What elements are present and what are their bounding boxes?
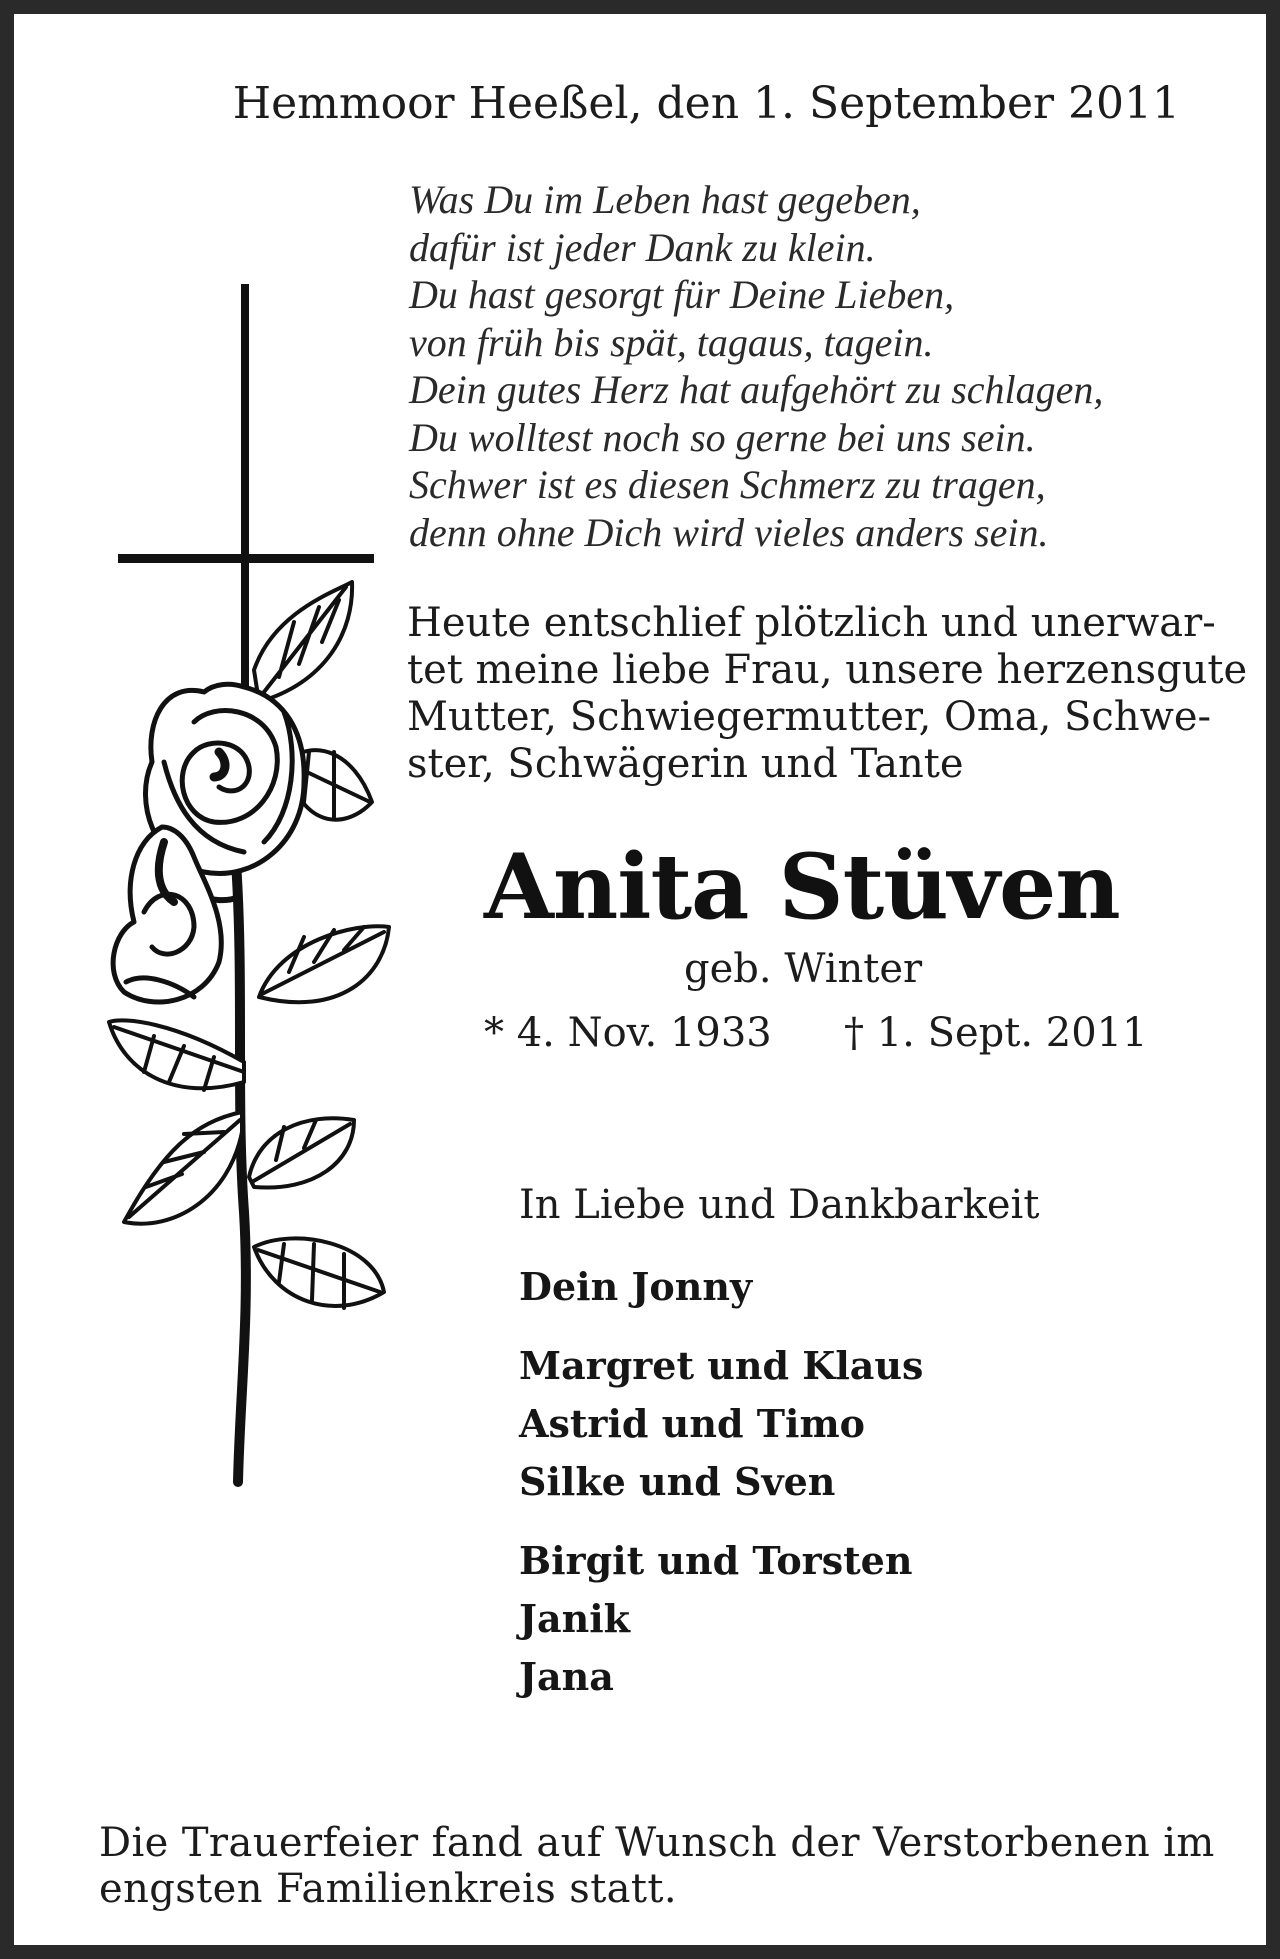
poem-line: dafür ist jeder Dank zu klein. bbox=[409, 224, 876, 270]
poem-line: Du wolltest noch so gerne bei uns sein. bbox=[409, 414, 1036, 460]
poem-line: Schwer ist es diesen Schmerz zu tragen, bbox=[409, 462, 1046, 507]
announcement-line: Mutter, Schwiegermutter, Oma, Schwe- bbox=[407, 694, 1212, 740]
announcement-line: ster, Schwägerin und Tante bbox=[407, 741, 964, 787]
mourner-name: Janik bbox=[519, 1596, 630, 1641]
announcement-line: Heute entschlief plötzlich und unerwar- bbox=[407, 600, 1216, 646]
mourner-name: Margret und Klaus bbox=[519, 1343, 924, 1388]
announcement-text bbox=[407, 600, 1247, 788]
poem bbox=[409, 176, 1103, 556]
poem-line: denn ohne Dich wird vieles anders sein. bbox=[409, 509, 1049, 555]
announcement-line: tet meine liebe Frau, unsere herzensgute bbox=[407, 647, 1248, 693]
funeral-note-line: Die Trauerfeier fand auf Wunsch der Verstorbenen im bbox=[99, 1820, 1215, 1866]
funeral-note-line: engsten Familienkreis statt. bbox=[99, 1866, 677, 1912]
deceased-name: Anita Stüven bbox=[484, 834, 1120, 940]
rose-icon bbox=[109, 582, 389, 1482]
poem-line: Dein gutes Herz hat aufgehört zu schlagen, bbox=[409, 367, 1104, 412]
mourner-name: Birgit und Torsten bbox=[519, 1538, 913, 1583]
maiden-name: geb. Winter bbox=[684, 946, 923, 992]
poem-line: Du hast gesorgt für Deine Lieben, bbox=[409, 272, 955, 317]
poem-line: von früh bis spät, tagaus, tagein. bbox=[409, 319, 934, 365]
place-date: Hemmoor Heeßel, den 1. September 2011 bbox=[232, 78, 1180, 129]
closing-line: In Liebe und Dankbarkeit bbox=[519, 1182, 1040, 1228]
funeral-note bbox=[99, 1820, 1215, 1912]
poem-line: Was Du im Leben hast gegeben, bbox=[409, 177, 921, 222]
mourner-name: Silke und Sven bbox=[519, 1459, 836, 1504]
birth-date: * 4. Nov. 1933 bbox=[484, 1010, 772, 1056]
cross-and-rose-artwork bbox=[54, 282, 394, 1492]
mourner-name: Astrid und Timo bbox=[519, 1401, 866, 1446]
death-date: † 1. Sept. 2011 bbox=[844, 1010, 1148, 1056]
mourner-name: Jana bbox=[519, 1654, 614, 1699]
mourner-name: Dein Jonny bbox=[519, 1264, 753, 1309]
